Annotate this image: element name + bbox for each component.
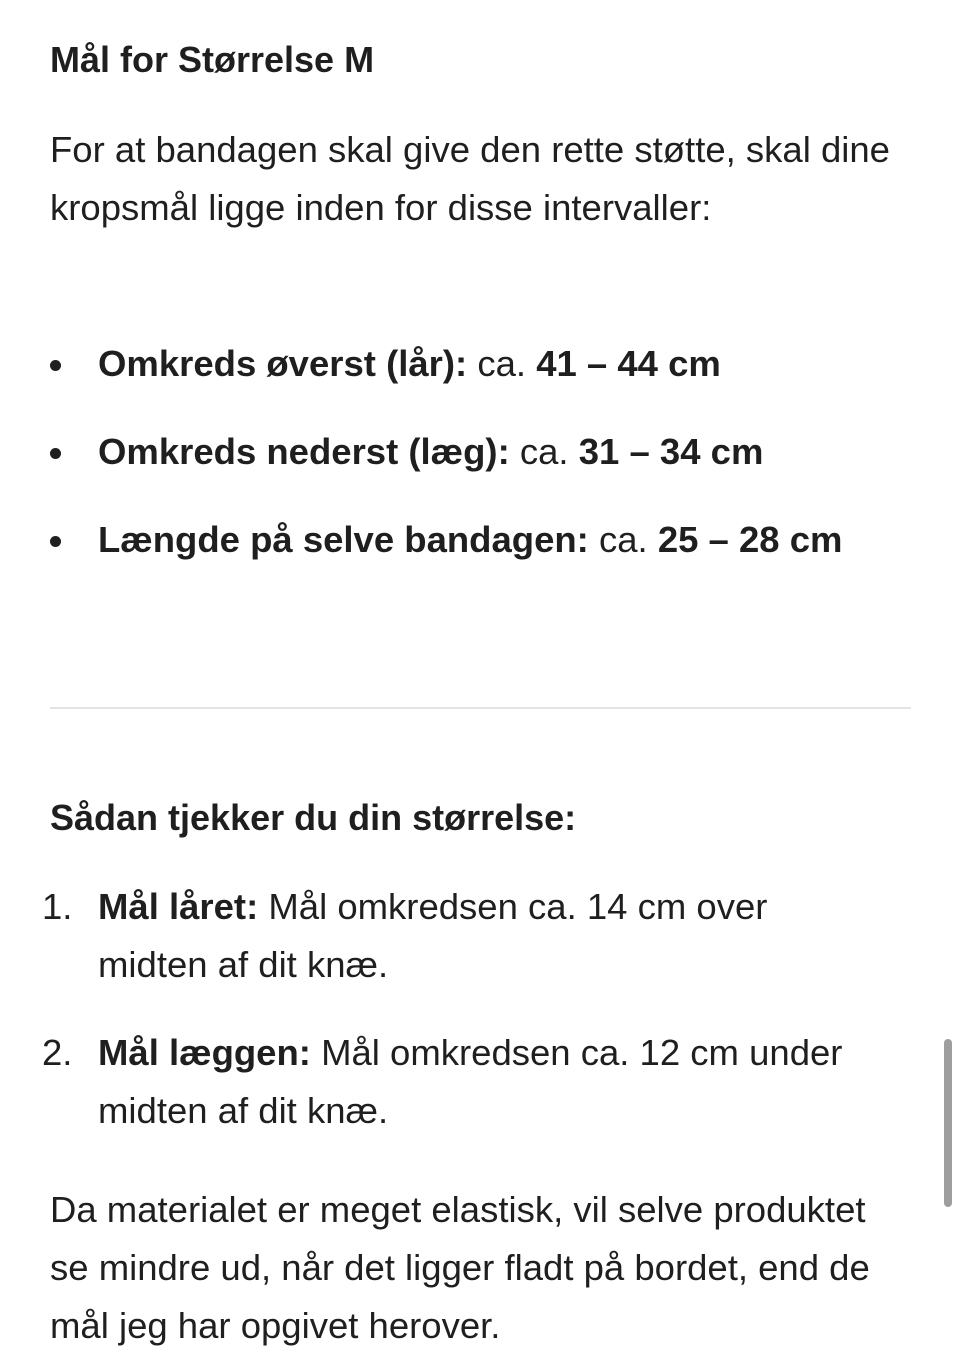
item-value: 31 – 34 cm — [578, 431, 764, 472]
divider — [50, 707, 911, 709]
item-label: Længde på selve bandagen: — [98, 519, 589, 560]
item-prefix: ca. — [509, 431, 579, 472]
step-label: Mål låret: — [98, 886, 259, 927]
item-value: 41 – 44 cm — [536, 343, 721, 384]
check-size-heading: Sådan tjekker du din størrelse: — [50, 797, 577, 838]
step-text: Mål omkredsen ca. 12 cm under midten af dit knæ. — [98, 1032, 843, 1131]
scrollbar[interactable] — [944, 1039, 952, 1207]
bullet-icon — [50, 448, 61, 459]
list-item — [50, 511, 858, 569]
step-number: 2. — [42, 1032, 73, 1073]
item-label: Omkreds nederst (læg): — [98, 431, 510, 472]
list-item — [50, 423, 898, 481]
measurement-list — [50, 335, 898, 569]
item-prefix: ca. — [467, 343, 537, 384]
list-item — [42, 878, 858, 994]
list-item — [42, 1024, 908, 1140]
item-label: Omkreds øverst (lår): — [98, 343, 468, 384]
steps-list — [42, 878, 908, 1140]
intro-paragraph: For at bandagen skal give den rette støtte, skal dine kropsmål ligge inden for disse intervaller: — [50, 129, 890, 228]
item-prefix: ca. — [588, 519, 658, 560]
step-number: 1. — [42, 886, 73, 927]
step-label: Mål læggen: — [98, 1032, 311, 1073]
bullet-icon — [50, 360, 61, 371]
list-item — [50, 335, 898, 393]
item-value: 25 – 28 cm — [657, 519, 843, 560]
note-paragraph: Da materialet er meget elastisk, vil selve produktet se mindre ud, når det ligger fladt på bordet, end de mål jeg har opgivet herover. — [50, 1189, 870, 1346]
size-heading: Mål for Størrelse M — [50, 39, 375, 80]
step-text: Mål omkredsen ca. 14 cm over midten af dit knæ. — [98, 886, 768, 985]
bullet-icon — [50, 536, 61, 547]
